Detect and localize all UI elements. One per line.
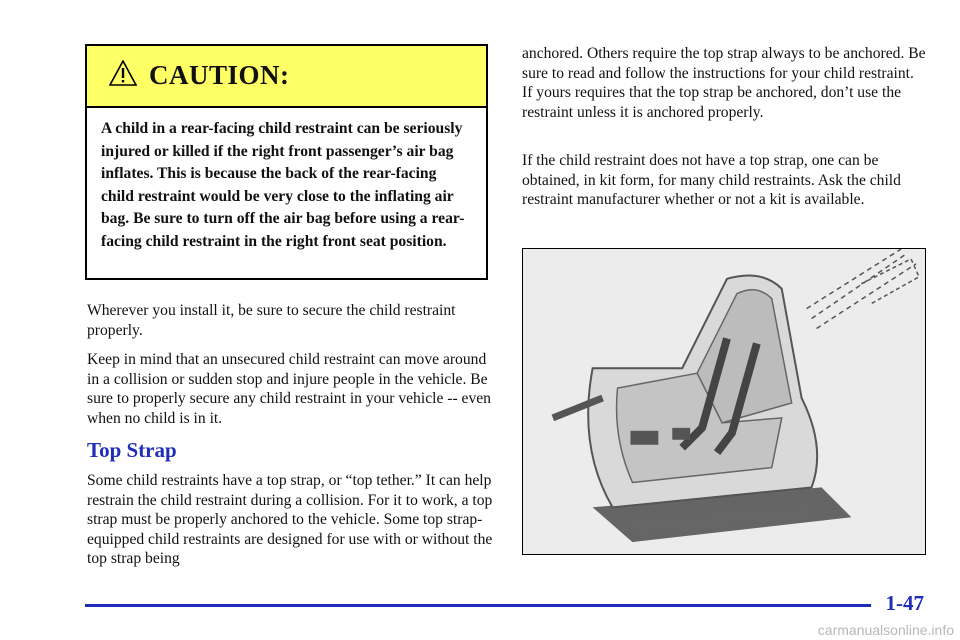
caution-box [85,44,488,280]
footer-rule [85,604,871,607]
caution-title: CAUTION: [149,60,290,90]
warning-triangle-icon [109,60,137,86]
watermark-text: carmanualsonline.info [817,622,954,638]
paragraph-anchored: anchored. Others require the top strap always to be anchored. Be sure to read and follow the instructions for your child restraint. If yours requires that the top strap be anchored, don’t use the restraint unless it is anchored properly. [522,45,926,121]
caution-text: A child in a rear-facing child restraint can be seriously injured or killed if the right front passenger’s air bag inflates. This is because the back of the rear-facing child restraint would be very close to the inflating air bag. Be sure to turn off the air bag before using a rear-facing child restraint in the right front seat position. [101,120,465,250]
caution-header [87,46,486,108]
page-number: 1-47 [885,591,924,615]
paragraph-kit-form: If the child restraint does not have a top strap, one can be obtained, in kit form, for many child restraints. Ask the child restraint manufacturer whether or not a kit is available. [522,152,901,209]
paragraph-unsecured-restraint: Keep in mind that an unsecured child restraint can move around in a collision or sudden stop and injure people in the vehicle. Be sure to properly secure any child restraint in your vehicle -- even when no child is in it. [87,351,491,427]
paragraph-top-strap: Some child restraints have a top strap, or “top tether.” It can help restrain the child restraint during a collision. For it to work, a top strap must be properly anchored to the vehicle. Some top strap-equipped child restraints are designed for use with or without the top strap being [87,472,493,568]
section-heading-top-strap: Top Strap [87,438,177,462]
paragraph-secure-restraint: Wherever you install it, be sure to secure the child restraint properly. [87,302,456,339]
child-restraint-illustration [522,248,926,555]
